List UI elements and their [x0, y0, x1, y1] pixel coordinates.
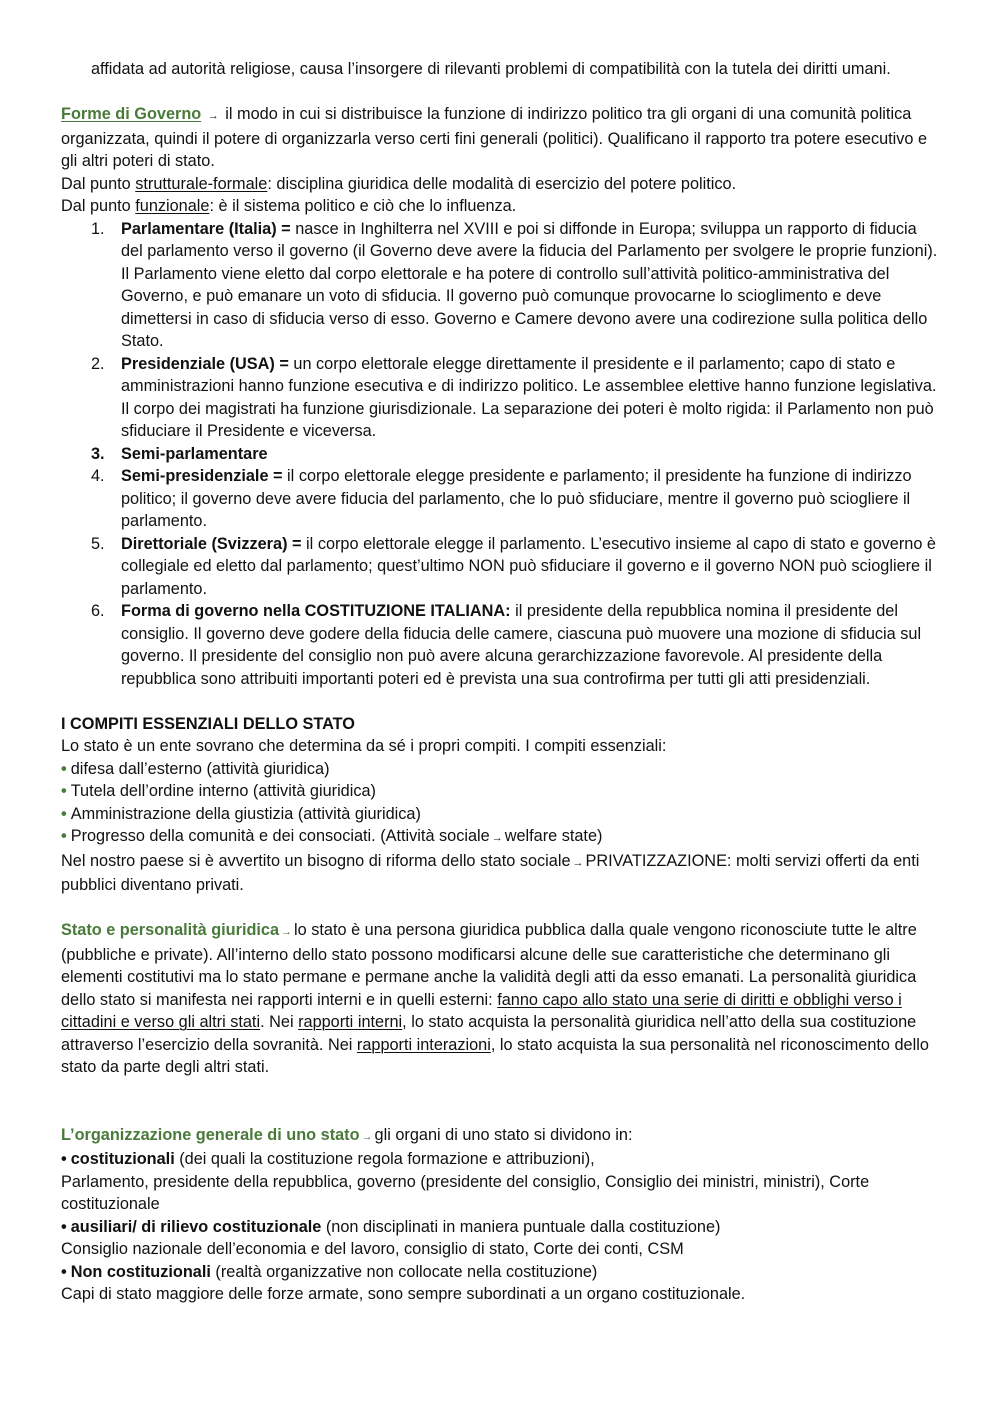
forme-paragraph — [61, 103, 941, 173]
personalita-text: . Nei — [260, 1013, 299, 1031]
list-item-title: Semi-parlamentare — [121, 444, 268, 463]
list-item-title: Semi-presidenziale = — [121, 467, 283, 485]
forme-heading: Forme di Governo — [61, 105, 202, 123]
list-item-text: il presidente della repubblica nomina il presidente del consiglio. Il governo deve godere della fiducia delle camere, ciascuna può muovere una mozione di sfiducia sul governo. Il presidente del consiglio non può avere alcuna gerarchizzazione favorevole. Al presidente della repubblica sono attribuiti importanti poteri ed è prevista una sua controfirma per tutti gli atti presidenziali. — [121, 602, 922, 688]
funzionale-term: funzionale — [135, 197, 210, 215]
personalita-underlined: rapporti interni — [298, 1013, 403, 1031]
list-number: 4. — [91, 467, 105, 485]
bullet-icon: • — [61, 782, 67, 800]
arrow-icon: → — [491, 832, 503, 844]
list-item — [61, 465, 941, 533]
bullet-icon: • — [61, 1150, 67, 1168]
bullet-icon: • — [61, 1262, 67, 1281]
organizzazione-intro: gli organi di uno stato si dividono in: — [374, 1125, 633, 1144]
list-number: 1. — [91, 219, 105, 238]
reform-text-tail: PRIVATIZZAZIONE: molti servizi offerti da enti pubblici diventano privati. — [61, 851, 920, 894]
funzionale-line — [61, 195, 941, 218]
compiti-bullet — [61, 780, 941, 803]
forme-text: il modo in cui si distribuisce la funzione di indirizzo politico tra gli organi di una comunità politica organizzata, quindi il potere di organizzarla verso certi fini generali (politici). Qualificano il rapporto tra potere esecutivo e gli altri poteri di stato. — [61, 105, 928, 170]
compiti-intro: Lo stato è un ente sovrano che determina da sé i propri compiti. I compiti essenziali: — [61, 737, 667, 755]
arrow-icon: → — [361, 1130, 373, 1143]
personalita-underlined: fanno capo allo stato una serie di diritti e obblighi verso i cittadini e verso gli altri stati — [61, 990, 902, 1031]
organizzazione-heading: L’organizzazione generale di uno stato — [61, 1125, 360, 1144]
compiti-reform — [61, 850, 941, 897]
personalita-underlined: rapporti interazioni — [356, 1035, 491, 1054]
personalita-paragraph — [61, 919, 941, 1079]
group-note: (non disciplinati in maniera puntuale dalla costituzione) — [321, 1217, 721, 1236]
list-number: 6. — [91, 602, 105, 620]
group-title: ausiliari/ di rilievo costituzionale — [70, 1217, 322, 1236]
compiti-bullet — [61, 758, 941, 781]
compiti-bullet — [61, 803, 941, 826]
strutturale-term: strutturale-formale — [135, 174, 268, 193]
organi-group-body: Capi di stato maggiore delle forze armate, sono sempre subordinati a un organo costituzionale. — [61, 1285, 746, 1303]
strutturale-pre: Dal punto — [61, 174, 136, 193]
organizzazione-paragraph — [61, 1124, 941, 1149]
strutturale-line — [61, 173, 941, 196]
document-page — [61, 58, 941, 1306]
list-number: 3. — [91, 444, 105, 463]
list-item-title: Parlamentare (Italia) = — [121, 219, 291, 238]
list-item — [61, 353, 941, 443]
compiti-heading: I COMPITI ESSENZIALI DELLO STATO — [61, 714, 355, 733]
bullet-icon: • — [61, 804, 67, 823]
list-item-text: un corpo elettorale elegge direttamente il presidente e il parlamento; capo di stato e amministrazioni hanno funzione esecutiva e di indirizzo politico. Le assemblee elettive hanno funzione legislativa. Il corpo dei magistrati ha funzione giurisdizionale. La separazione dei poteri è molto rigida: il Parlamento non può sfiduciare il Presidente e viceversa. — [121, 354, 937, 440]
bullet-icon: • — [61, 1217, 67, 1236]
organi-group-title — [61, 1261, 941, 1284]
bullet-icon: • — [61, 827, 67, 845]
group-title: costituzionali — [70, 1150, 175, 1168]
personalita-text: , lo stato acquista la sua personalità nel riconoscimento dello stato da parte degli altri stati. — [61, 1035, 929, 1076]
group-note: (realtà organizzative non collocate nella costituzione) — [210, 1262, 598, 1281]
bullet-icon: • — [61, 759, 67, 778]
organi-group-title — [61, 1216, 941, 1239]
group-note: (dei quali la costituzione regola formazione e attribuzioni), — [174, 1150, 595, 1168]
list-item-title: Direttoriale (Svizzera) = — [121, 534, 302, 553]
list-item-text: il corpo elettorale elegge presidente e parlamento; il presidente ha funzione di indirizzo politico; il governo deve avere fiducia del parlamento, che lo può sfiduciare, mentre il governo può sciogliere il parlamento. — [121, 467, 912, 530]
list-number: 2. — [91, 354, 105, 373]
bullet-text: Tutela dell’ordine interno (attività giuridica) — [70, 782, 376, 800]
organi-group-body: Parlamento, presidente della repubblica, governo (presidente del consiglio, Consiglio dei ministri, ministri), Corte costituzionale — [61, 1172, 870, 1213]
personalita-heading: Stato e personalità giuridica — [61, 921, 280, 939]
list-number: 5. — [91, 534, 105, 553]
list-item — [61, 533, 941, 601]
bullet-text-tail: welfare state) — [504, 827, 603, 845]
forme-list — [61, 218, 941, 691]
bullet-text: difesa dall’esterno (attività giuridica) — [70, 759, 330, 778]
strutturale-post: : disciplina giuridica delle modalità di esercizio del potere politico. — [267, 174, 737, 193]
organi-group-title — [61, 1148, 941, 1171]
list-item — [61, 218, 941, 353]
list-item — [61, 600, 941, 690]
arrow-icon: → — [281, 926, 293, 938]
funzionale-post: : è il sistema politico e ciò che lo influenza. — [209, 197, 517, 215]
arrow-icon: → — [207, 110, 219, 122]
intro-continuation: affidata ad autorità religiose, causa l’insorgere di rilevanti problemi di compatibilità con la tutela dei diritti umani. — [91, 60, 891, 78]
list-item-text: nasce in Inghilterra nel XVIII e poi si diffonde in Europa; sviluppa un rapporto di fiducia del parlamento verso il governo (il Governo deve avere la fiducia del Parlamento per svolgere le proprie funzioni). Il Parlamento viene eletto dal corpo elettorale e ha potere di controllo sull’attività politico-amministrativa del Governo, e può emanare un voto di sfiducia. Il governo può comunque provocarne lo scioglimento e deve dimettersi in caso di sfiducia verso di esso. Governo e Camere devono avere una codirezione sulla politica dello Stato. — [121, 219, 938, 350]
compiti-bullet — [61, 825, 941, 850]
list-item-title: Forma di governo nella COSTITUZIONE ITALIANA: — [121, 602, 511, 620]
funzionale-pre: Dal punto — [61, 197, 136, 215]
bullet-text: Progresso della comunità e dei consociati. (Attività sociale — [70, 827, 490, 845]
group-title: Non costituzionali — [70, 1262, 211, 1281]
list-item-title: Presidenziale (USA) = — [121, 354, 289, 373]
list-item — [61, 443, 941, 466]
organi-group-body: Consiglio nazionale dell’economia e del lavoro, consiglio di stato, Corte dei conti, CSM — [61, 1240, 684, 1258]
reform-text: Nel nostro paese si è avvertito un bisogno di riforma dello stato sociale — [61, 851, 571, 870]
list-item-text: il corpo elettorale elegge il parlamento. L’esecutivo insieme al capo di stato e governo è collegiale ed eletto dal parlamento; quest’ultimo NON può sfiduciare il governo e il governo NON può sciogliere il parlamento. — [121, 534, 936, 598]
arrow-icon: → — [572, 856, 584, 869]
bullet-text: Amministrazione della giustizia (attività giuridica) — [70, 804, 421, 823]
personalita-text: , lo stato acquista la personalità giuridica nell’atto della sua costituzione attraverso l’esercizio della sovranità. Nei — [61, 1013, 917, 1054]
personalita-text: lo stato è una persona giuridica pubblica dalla quale vengono riconosciute tutte le altre (pubbliche e private). All’interno dello stato possono modificarsi alcune delle sue caratteristiche che determinano gli elementi costitutivi ma lo stato permane e permane anche la validità degli atti da esso emanati. La personalità giuridica dello stato si manifesta nei rapporti interni e in quelli esterni: — [61, 921, 917, 1009]
